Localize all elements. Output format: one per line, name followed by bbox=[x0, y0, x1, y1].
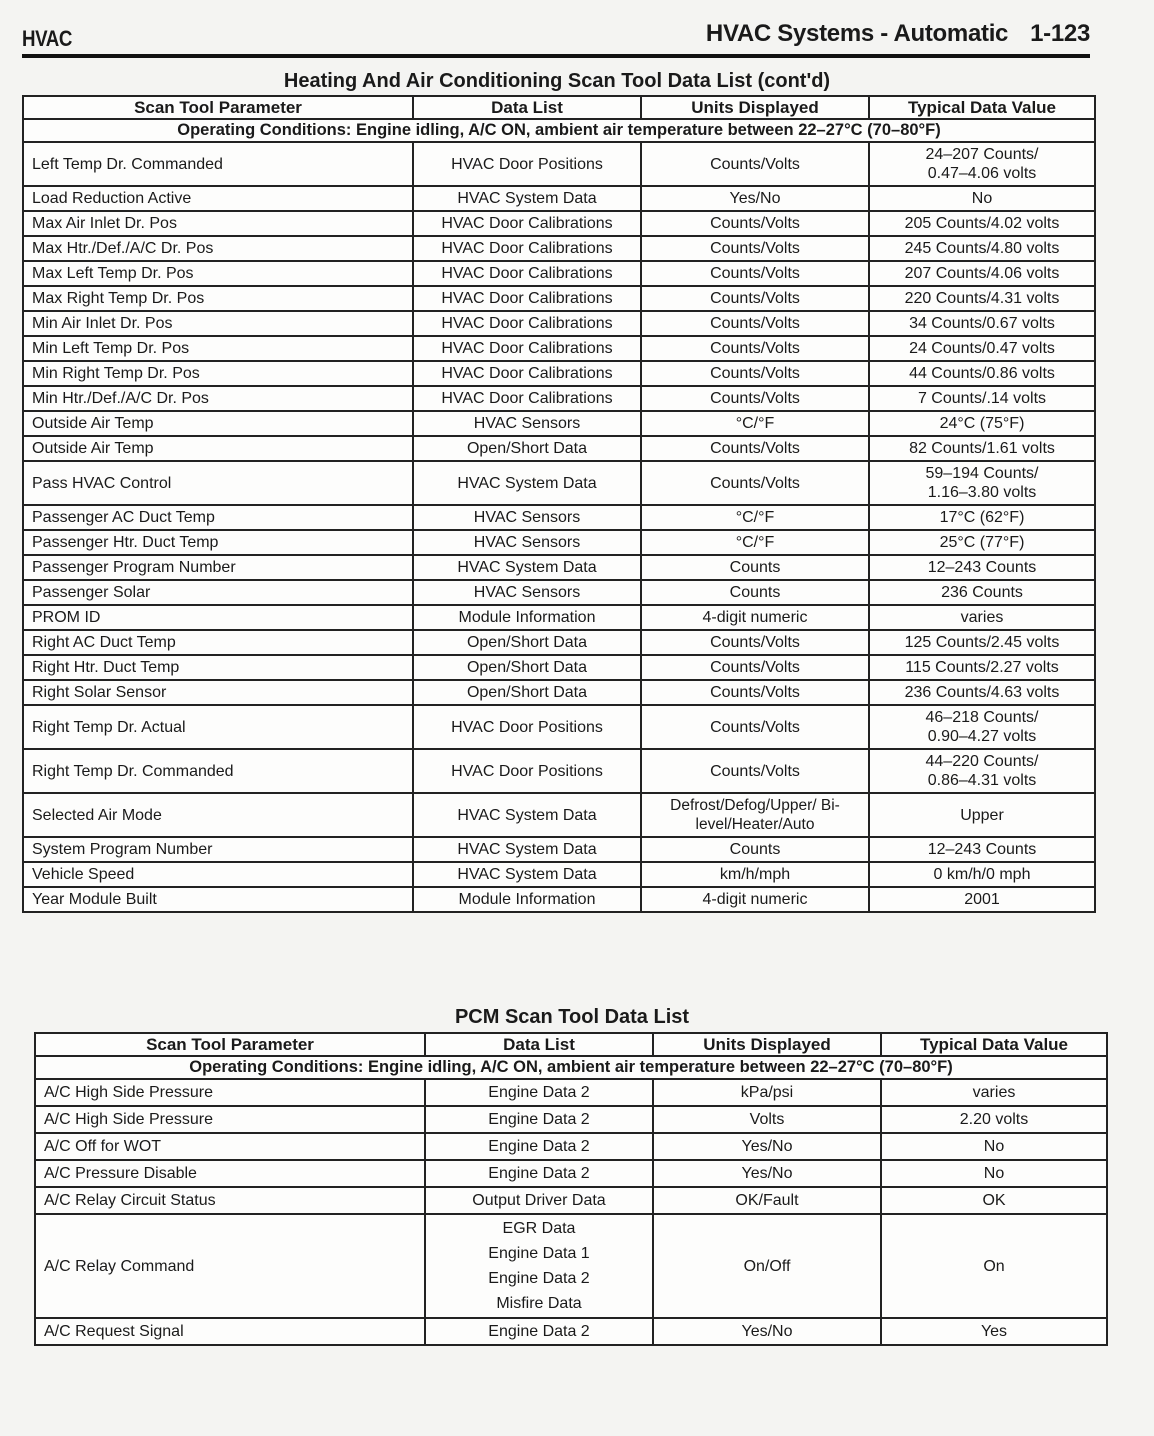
typical-value-cell bbox=[869, 555, 1095, 580]
data-list-cell-line: Engine Data 1 bbox=[488, 1245, 590, 1262]
units-cell: °C/°F bbox=[641, 530, 869, 555]
units-cell: Yes/No bbox=[653, 1318, 881, 1345]
data-list-cell bbox=[425, 1106, 653, 1133]
units-cell: 4-digit numeric bbox=[641, 605, 869, 630]
typical-value-cell-line: 24 Counts/0.47 volts bbox=[909, 340, 1055, 357]
data-list-cell-line: Engine Data 2 bbox=[488, 1138, 590, 1155]
column-header-typical-value: Typical Data Value bbox=[869, 96, 1095, 119]
units-cell: Counts bbox=[641, 555, 869, 580]
typical-value-cell-line: 44–220 Counts/ bbox=[925, 753, 1039, 770]
parameter-cell: A/C High Side Pressure bbox=[35, 1106, 425, 1133]
column-header-units: Units Displayed bbox=[641, 96, 869, 119]
data-list-cell bbox=[425, 1133, 653, 1160]
parameter-cell: A/C Request Signal bbox=[35, 1318, 425, 1345]
parameter-cell: Max Right Temp Dr. Pos bbox=[23, 286, 413, 311]
hvac-scan-tool-table bbox=[22, 95, 1096, 913]
parameter-cell: Passenger Solar bbox=[23, 580, 413, 605]
typical-value-cell-line: Upper bbox=[960, 806, 1004, 824]
parameter-cell: Min Air Inlet Dr. Pos bbox=[23, 311, 413, 336]
typical-value-cell-line: 7 Counts/.14 volts bbox=[917, 390, 1047, 407]
units-cell: °C/°F bbox=[641, 505, 869, 530]
typical-value-cell-line: 205 Counts/4.02 volts bbox=[904, 215, 1060, 232]
typical-value-cell bbox=[869, 580, 1095, 605]
table-row bbox=[23, 555, 1095, 580]
table-row bbox=[35, 1106, 1107, 1133]
table-header-row bbox=[23, 96, 1095, 119]
column-header-parameter: Scan Tool Parameter bbox=[35, 1033, 425, 1056]
data-list-cell: HVAC Door Positions bbox=[413, 142, 641, 186]
typical-value-cell-line: 46–218 Counts/ bbox=[925, 709, 1039, 726]
typical-value-cell bbox=[869, 705, 1095, 749]
data-list-cell bbox=[425, 1318, 653, 1345]
parameter-cell: Right AC Duct Temp bbox=[23, 630, 413, 655]
data-list-cell-line: Engine Data 2 bbox=[488, 1111, 590, 1128]
typical-value-cell-line: 82 Counts/1.61 volts bbox=[909, 440, 1055, 457]
data-list-cell: HVAC Door Calibrations bbox=[413, 211, 641, 236]
data-list-cell: Open/Short Data bbox=[413, 655, 641, 680]
data-list-cell bbox=[425, 1160, 653, 1187]
data-list-cell-line: EGR Data bbox=[502, 1220, 576, 1237]
table-header-row bbox=[35, 1033, 1107, 1056]
parameter-cell: Outside Air Temp bbox=[23, 436, 413, 461]
typical-value-cell-line: 0.86–4.31 volts bbox=[927, 772, 1037, 789]
typical-value-cell-line: 12–243 Counts bbox=[927, 841, 1037, 858]
chapter-title bbox=[706, 20, 1090, 48]
data-list-cell: HVAC System Data bbox=[413, 837, 641, 862]
data-list-cell bbox=[425, 1187, 653, 1214]
units-cell: Counts/Volts bbox=[641, 142, 869, 186]
parameter-cell: Pass HVAC Control bbox=[23, 461, 413, 505]
typical-value-cell-line: 115 Counts/2.27 volts bbox=[905, 659, 1059, 676]
typical-value-cell-line: 34 Counts/0.67 volts bbox=[909, 315, 1055, 332]
units-cell: Counts/Volts bbox=[641, 630, 869, 655]
table-row bbox=[23, 749, 1095, 793]
typical-value-cell bbox=[869, 605, 1095, 630]
parameter-cell: A/C High Side Pressure bbox=[35, 1079, 425, 1106]
parameter-cell: Selected Air Mode bbox=[23, 793, 413, 837]
table-row bbox=[23, 680, 1095, 705]
table-row bbox=[23, 261, 1095, 286]
parameter-cell: Max Left Temp Dr. Pos bbox=[23, 261, 413, 286]
units-cell: Counts/Volts bbox=[641, 261, 869, 286]
data-list-cell: Module Information bbox=[413, 887, 641, 912]
table-row bbox=[35, 1160, 1107, 1187]
data-list-cell-line: Engine Data 2 bbox=[488, 1270, 590, 1287]
typical-value-cell bbox=[869, 505, 1095, 530]
data-list-cell: Open/Short Data bbox=[413, 630, 641, 655]
parameter-cell: Right Solar Sensor bbox=[23, 680, 413, 705]
parameter-cell: System Program Number bbox=[23, 837, 413, 862]
pcm-scan-tool-table bbox=[34, 1032, 1108, 1346]
typical-value-cell-line: 125 Counts/2.45 volts bbox=[904, 634, 1060, 651]
parameter-cell: A/C Relay Command bbox=[35, 1214, 425, 1318]
units-cell: On/Off bbox=[653, 1214, 881, 1318]
parameter-cell: A/C Relay Circuit Status bbox=[35, 1187, 425, 1214]
typical-value-cell-line: 24–207 Counts/ bbox=[925, 146, 1039, 163]
data-list-cell: HVAC Sensors bbox=[413, 411, 641, 436]
units-cell: °C/°F bbox=[641, 411, 869, 436]
typical-value-cell-line: 236 Counts/4.63 volts bbox=[904, 684, 1060, 701]
typical-value-cell bbox=[869, 286, 1095, 311]
typical-value-cell-line: 0.47–4.06 volts bbox=[927, 165, 1037, 182]
hvac-table-title: Heating And Air Conditioning Scan Tool Data List (cont'd) bbox=[283, 70, 831, 92]
chapter-name: HVAC Systems - Automatic bbox=[705, 20, 1009, 47]
units-cell: Counts/Volts bbox=[641, 680, 869, 705]
table-row bbox=[35, 1214, 1107, 1318]
units-cell: Counts/Volts bbox=[641, 361, 869, 386]
data-list-cell: HVAC Door Positions bbox=[413, 705, 641, 749]
table-row bbox=[23, 386, 1095, 411]
units-cell: OK/Fault bbox=[653, 1187, 881, 1214]
typical-value-cell bbox=[869, 261, 1095, 286]
typical-value-cell bbox=[869, 655, 1095, 680]
typical-value-cell-line: 59–194 Counts/ bbox=[925, 465, 1039, 482]
data-list-cell: HVAC Door Calibrations bbox=[413, 286, 641, 311]
units-cell: Counts/Volts bbox=[641, 749, 869, 793]
section-label: HVAC bbox=[22, 26, 72, 51]
column-header-parameter: Scan Tool Parameter bbox=[23, 96, 413, 119]
parameter-cell: PROM ID bbox=[23, 605, 413, 630]
parameter-cell: Max Htr./Def./A/C Dr. Pos bbox=[23, 236, 413, 261]
data-list-cell: HVAC Door Positions bbox=[413, 749, 641, 793]
data-list-cell bbox=[425, 1079, 653, 1106]
page-number: 1-123 bbox=[1030, 20, 1090, 47]
data-list-cell-line: Engine Data 2 bbox=[488, 1165, 590, 1182]
typical-value-cell-line: 207 Counts/4.06 volts bbox=[904, 265, 1060, 282]
table-row bbox=[23, 862, 1095, 887]
data-list-cell: HVAC Door Calibrations bbox=[413, 386, 641, 411]
table-row bbox=[23, 705, 1095, 749]
table-row bbox=[23, 530, 1095, 555]
units-cell: Counts/Volts bbox=[641, 461, 869, 505]
data-list-cell: HVAC Door Calibrations bbox=[413, 261, 641, 286]
column-header-data-list: Data List bbox=[425, 1033, 653, 1056]
data-list-cell: Module Information bbox=[413, 605, 641, 630]
typical-value-cell-line: 25°C (77°F) bbox=[939, 534, 1025, 551]
typical-value-cell: No bbox=[881, 1133, 1107, 1160]
units-cell: Counts/Volts bbox=[641, 655, 869, 680]
typical-value-cell bbox=[869, 142, 1095, 186]
operating-conditions-row bbox=[23, 119, 1095, 142]
column-header-typical-value: Typical Data Value bbox=[881, 1033, 1107, 1056]
typical-value-cell-line: 17°C (62°F) bbox=[939, 509, 1025, 526]
parameter-cell: Left Temp Dr. Commanded bbox=[23, 142, 413, 186]
units-cell: Counts bbox=[641, 837, 869, 862]
typical-value-cell-line: 0 km/h/0 mph bbox=[933, 866, 1031, 883]
data-list-cell: HVAC System Data bbox=[413, 186, 641, 211]
parameter-cell: Passenger Program Number bbox=[23, 555, 413, 580]
data-list-cell: HVAC Sensors bbox=[413, 580, 641, 605]
data-list-cell: Open/Short Data bbox=[413, 680, 641, 705]
typical-value-cell bbox=[869, 530, 1095, 555]
data-list-cell: HVAC Door Calibrations bbox=[413, 336, 641, 361]
parameter-cell: A/C Off for WOT bbox=[35, 1133, 425, 1160]
typical-value-cell-line: 12–243 Counts bbox=[927, 559, 1037, 576]
table-row bbox=[23, 580, 1095, 605]
table-row bbox=[23, 837, 1095, 862]
typical-value-cell bbox=[869, 749, 1095, 793]
data-list-cell: HVAC System Data bbox=[413, 862, 641, 887]
typical-value-cell bbox=[869, 630, 1095, 655]
table-row bbox=[23, 505, 1095, 530]
typical-value-cell bbox=[869, 336, 1095, 361]
typical-value-cell: varies bbox=[881, 1079, 1107, 1106]
parameter-cell: Vehicle Speed bbox=[23, 862, 413, 887]
typical-value-cell-line: 44 Counts/0.86 volts bbox=[909, 365, 1055, 382]
parameter-cell: Min Htr./Def./A/C Dr. Pos bbox=[23, 386, 413, 411]
units-cell: Counts/Volts bbox=[641, 236, 869, 261]
table-row bbox=[23, 793, 1095, 837]
parameter-cell: Min Left Temp Dr. Pos bbox=[23, 336, 413, 361]
typical-value-cell bbox=[869, 793, 1095, 837]
parameter-cell: Right Temp Dr. Actual bbox=[23, 705, 413, 749]
typical-value-cell bbox=[869, 837, 1095, 862]
parameter-cell: Right Temp Dr. Commanded bbox=[23, 749, 413, 793]
table-row bbox=[23, 336, 1095, 361]
column-header-data-list: Data List bbox=[413, 96, 641, 119]
typical-value-cell bbox=[869, 311, 1095, 336]
parameter-cell: Outside Air Temp bbox=[23, 411, 413, 436]
table-row bbox=[35, 1079, 1107, 1106]
typical-value-cell: On bbox=[881, 1214, 1107, 1318]
table-row bbox=[23, 236, 1095, 261]
units-cell: Counts/Volts bbox=[641, 336, 869, 361]
units-cell: km/h/mph bbox=[641, 862, 869, 887]
table-row bbox=[35, 1133, 1107, 1160]
table-row bbox=[23, 887, 1095, 912]
operating-conditions-row bbox=[35, 1056, 1107, 1079]
table-row bbox=[35, 1318, 1107, 1345]
typical-value-cell: 2.20 volts bbox=[881, 1106, 1107, 1133]
typical-value-cell-line: varies bbox=[960, 609, 1004, 626]
pcm-table-title: PCM Scan Tool Data List bbox=[454, 1006, 690, 1028]
data-list-cell-line: Misfire Data bbox=[496, 1295, 582, 1312]
units-cell: Volts bbox=[653, 1106, 881, 1133]
typical-value-cell-line: 220 Counts/4.31 volts bbox=[904, 290, 1060, 307]
data-list-cell: HVAC Door Calibrations bbox=[413, 236, 641, 261]
units-cell: Counts bbox=[641, 580, 869, 605]
table-row bbox=[23, 655, 1095, 680]
data-list-cell: HVAC System Data bbox=[413, 793, 641, 837]
data-list-cell: HVAC Sensors bbox=[413, 530, 641, 555]
table-row bbox=[23, 186, 1095, 211]
typical-value-cell bbox=[869, 386, 1095, 411]
page-header bbox=[22, 18, 1090, 58]
typical-value-cell: Yes bbox=[881, 1318, 1107, 1345]
typical-value-cell bbox=[869, 211, 1095, 236]
table-row bbox=[23, 436, 1095, 461]
data-list-cell bbox=[425, 1214, 653, 1318]
parameter-cell: A/C Pressure Disable bbox=[35, 1160, 425, 1187]
units-cell: Counts/Volts bbox=[641, 311, 869, 336]
table-row bbox=[23, 461, 1095, 505]
typical-value-cell-line: 1.16–3.80 volts bbox=[927, 484, 1037, 501]
operating-conditions: Operating Conditions: Engine idling, A/C ON, ambient air temperature between 22–27°C (70–80°F) bbox=[23, 119, 1095, 142]
parameter-cell: Passenger AC Duct Temp bbox=[23, 505, 413, 530]
table-row bbox=[23, 311, 1095, 336]
data-list-cell: HVAC Sensors bbox=[413, 505, 641, 530]
table-row bbox=[23, 630, 1095, 655]
data-list-cell: HVAC System Data bbox=[413, 461, 641, 505]
column-header-units: Units Displayed bbox=[653, 1033, 881, 1056]
typical-value-cell-line: 0.90–4.27 volts bbox=[927, 728, 1037, 745]
typical-value-cell bbox=[869, 436, 1095, 461]
table-row bbox=[23, 211, 1095, 236]
typical-value-cell: No bbox=[881, 1160, 1107, 1187]
data-list-cell-line: Engine Data 2 bbox=[488, 1323, 590, 1340]
typical-value-cell-line: No bbox=[971, 190, 993, 207]
units-cell: Counts/Volts bbox=[641, 436, 869, 461]
units-cell: kPa/psi bbox=[653, 1079, 881, 1106]
data-list-cell: HVAC Door Calibrations bbox=[413, 361, 641, 386]
units-cell: Yes/No bbox=[653, 1133, 881, 1160]
table-row bbox=[23, 142, 1095, 186]
parameter-cell: Year Module Built bbox=[23, 887, 413, 912]
typical-value-cell-line: 245 Counts/4.80 volts bbox=[904, 240, 1060, 257]
operating-conditions: Operating Conditions: Engine idling, A/C ON, ambient air temperature between 22–27°C (70–80°F) bbox=[35, 1056, 1107, 1079]
typical-value-cell bbox=[869, 461, 1095, 505]
table-row bbox=[35, 1187, 1107, 1214]
data-list-cell-line: Output Driver Data bbox=[472, 1192, 606, 1209]
data-list-cell-line: Engine Data 2 bbox=[488, 1084, 590, 1101]
table-row bbox=[23, 286, 1095, 311]
data-list-cell: HVAC System Data bbox=[413, 555, 641, 580]
parameter-cell: Passenger Htr. Duct Temp bbox=[23, 530, 413, 555]
typical-value-cell bbox=[869, 186, 1095, 211]
typical-value-cell bbox=[869, 680, 1095, 705]
parameter-cell: Max Air Inlet Dr. Pos bbox=[23, 211, 413, 236]
typical-value-cell bbox=[869, 361, 1095, 386]
typical-value-cell-line: 236 Counts bbox=[941, 584, 1023, 601]
parameter-cell: Min Right Temp Dr. Pos bbox=[23, 361, 413, 386]
typical-value-cell bbox=[869, 887, 1095, 912]
data-list-cell: Open/Short Data bbox=[413, 436, 641, 461]
data-list-cell: HVAC Door Calibrations bbox=[413, 311, 641, 336]
units-cell: Yes/No bbox=[653, 1160, 881, 1187]
units-cell: Counts/Volts bbox=[641, 705, 869, 749]
units-cell: Counts/Volts bbox=[641, 286, 869, 311]
typical-value-cell-line: 2001 bbox=[964, 891, 1000, 908]
units-cell: Yes/No bbox=[641, 186, 869, 211]
table-row bbox=[23, 605, 1095, 630]
typical-value-cell bbox=[869, 411, 1095, 436]
table-row bbox=[23, 361, 1095, 386]
parameter-cell: Right Htr. Duct Temp bbox=[23, 655, 413, 680]
units-cell: Counts/Volts bbox=[641, 211, 869, 236]
table-row bbox=[23, 411, 1095, 436]
units-cell: Defrost/Defog/Upper/ Bi-level/Heater/Auto bbox=[641, 793, 869, 837]
typical-value-cell bbox=[869, 236, 1095, 261]
typical-value-cell-line: 24°C (75°F) bbox=[939, 415, 1025, 432]
typical-value-cell bbox=[869, 862, 1095, 887]
parameter-cell: Load Reduction Active bbox=[23, 186, 413, 211]
units-cell: 4-digit numeric bbox=[641, 887, 869, 912]
units-cell: Counts/Volts bbox=[641, 386, 869, 411]
typical-value-cell: OK bbox=[881, 1187, 1107, 1214]
